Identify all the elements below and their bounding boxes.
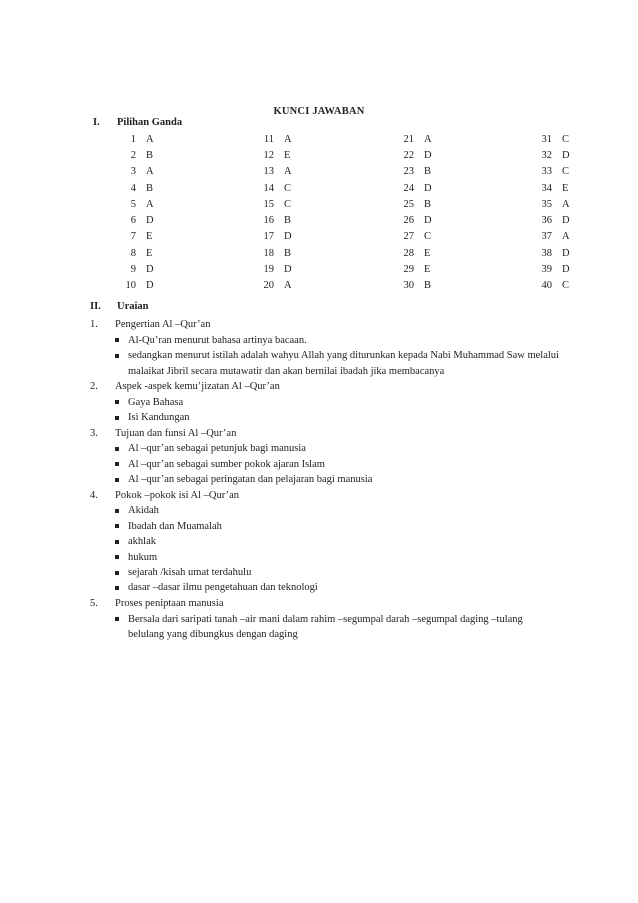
bullet-item <box>115 580 560 595</box>
square-bullet-icon <box>115 586 119 590</box>
essay-item-bullets <box>115 395 560 426</box>
question-number: 37 <box>541 231 552 243</box>
answer-letter: E <box>284 149 291 161</box>
answer-letter: A <box>284 133 292 145</box>
answer-key-table <box>112 131 586 294</box>
answer-letter: B <box>424 280 432 292</box>
bullet-text: Ibadah dan Muamalah <box>128 520 222 532</box>
answer-row <box>112 229 586 245</box>
essay-item <box>90 426 560 488</box>
answer-row <box>112 261 586 277</box>
question-number: 32 <box>541 149 552 161</box>
square-bullet-icon <box>115 400 119 404</box>
answer-letter: D <box>562 149 570 161</box>
answer-letter: C <box>562 166 570 178</box>
question-number: 16 <box>263 215 274 227</box>
essay-item-question: Aspek -aspek kemu’jizatan Al –Qur’an <box>115 381 280 393</box>
answer-letter: E <box>562 182 569 194</box>
answer-letter: A <box>424 133 432 145</box>
answer-row <box>112 245 586 261</box>
bullet-text: Bersala dari saripati tanah –air mani dalam rahim –segumpal darah –segumpal daging –tulang belulang yang dibungkus dengan daging <box>128 613 523 641</box>
bullet-text: hukum <box>128 551 158 563</box>
essay-item-number: 3. <box>90 427 98 439</box>
essay-item-question: Pengertian Al –Qur’an <box>115 319 211 330</box>
bullet-item <box>115 348 560 379</box>
answer-letter: C <box>284 198 292 210</box>
question-number: 10 <box>125 280 136 292</box>
question-number: 20 <box>263 280 274 292</box>
question-number: 15 <box>263 198 274 210</box>
question-number: 18 <box>263 247 274 259</box>
question-number: 1 <box>130 133 136 145</box>
question-number: 4 <box>130 182 136 194</box>
question-number: 25 <box>403 198 414 210</box>
answer-letter: D <box>562 264 570 276</box>
section-2-title: Uraian <box>117 301 149 312</box>
answer-row <box>112 164 586 180</box>
question-number: 6 <box>130 215 136 227</box>
square-bullet-icon <box>115 571 119 575</box>
question-number: 9 <box>130 264 136 276</box>
square-bullet-icon <box>115 555 119 559</box>
question-number: 24 <box>403 182 414 194</box>
essay-item-question: Pokok –pokok isi Al –Qur’an <box>115 489 240 501</box>
bullet-item <box>115 612 560 643</box>
page-title: KUNCI JAWABAN <box>273 106 365 117</box>
section-2-number: II. <box>90 301 101 312</box>
bullet-text: Gaya Bahasa <box>128 396 184 408</box>
answer-letter: D <box>562 247 570 259</box>
bullet-item <box>115 519 560 534</box>
question-number: 17 <box>263 231 274 243</box>
question-number: 11 <box>263 133 274 145</box>
answer-letter: D <box>424 215 432 227</box>
bullet-item <box>115 565 560 580</box>
bullet-item <box>115 534 560 549</box>
question-number: 39 <box>541 264 552 276</box>
question-number: 27 <box>403 231 414 243</box>
bullet-text: sedangkan menurut istilah adalah wahyu Allah yang diturunkan kepada Nabi Muhammad Saw melalui malaikat Jibril secara mutawatir dan akan bernilai ibadah jika membacanya <box>128 350 559 377</box>
bullet-item <box>115 503 560 518</box>
essay-item-question: Proses peniptaan manusia <box>115 597 224 609</box>
answer-letter: A <box>146 133 154 145</box>
answer-letter: D <box>424 149 432 161</box>
question-number: 19 <box>263 264 274 276</box>
question-number: 22 <box>403 149 414 161</box>
answer-row <box>112 131 586 147</box>
bullet-item <box>115 550 560 565</box>
square-bullet-icon <box>115 524 119 528</box>
essay-item <box>90 317 560 379</box>
essay-item-question: Tujuan dan funsi Al –Qur’an <box>115 427 237 439</box>
bullet-text: akhlak <box>128 536 156 548</box>
question-number: 5 <box>130 198 136 210</box>
answer-letter: E <box>146 247 153 259</box>
square-bullet-icon <box>115 617 119 621</box>
question-number: 2 <box>130 149 136 161</box>
question-number: 3 <box>130 166 136 178</box>
essay-answers <box>90 317 560 642</box>
bullet-item <box>115 410 560 425</box>
bullet-text: Al-Qu’ran menurut bahasa artinya bacaan. <box>128 334 307 346</box>
square-bullet-icon <box>115 478 119 482</box>
question-number: 33 <box>541 166 552 178</box>
answer-letter: B <box>424 166 432 178</box>
answer-letter: D <box>424 182 432 194</box>
answer-letter: B <box>146 182 154 194</box>
answer-row <box>112 196 586 212</box>
bullet-item <box>115 472 560 487</box>
question-number: 30 <box>403 280 414 292</box>
question-number: 36 <box>541 215 552 227</box>
essay-item-bullets <box>115 612 560 643</box>
answer-row <box>112 278 586 294</box>
square-bullet-icon <box>115 416 119 420</box>
question-number: 34 <box>541 182 552 194</box>
section-1-title: Pilihan Ganda <box>117 117 183 128</box>
square-bullet-icon <box>115 540 119 544</box>
question-number: 35 <box>541 198 552 210</box>
section-1-number: I. <box>93 117 100 128</box>
answer-letter: C <box>424 231 432 243</box>
essay-item-number: 5. <box>90 597 98 609</box>
question-number: 23 <box>403 166 414 178</box>
answer-letter: B <box>424 198 432 210</box>
question-number: 13 <box>263 166 274 178</box>
question-number: 8 <box>130 247 136 259</box>
bullet-item <box>115 457 560 472</box>
answer-letter: D <box>146 280 154 292</box>
bullet-text: dasar –dasar ilmu pengetahuan dan teknologi <box>128 582 318 594</box>
question-number: 38 <box>541 247 552 259</box>
essay-item-number: 4. <box>90 489 98 501</box>
answer-letter: E <box>424 247 431 259</box>
bullet-text: Al –qur’an sebagai petunjuk bagi manusia <box>128 443 306 455</box>
answer-letter: A <box>562 231 570 243</box>
square-bullet-icon <box>115 509 119 513</box>
answer-letter: D <box>146 215 154 227</box>
square-bullet-icon <box>115 447 119 451</box>
answer-letter: D <box>284 231 292 243</box>
essay-item-bullets <box>115 441 560 487</box>
bullet-item <box>115 395 560 410</box>
answer-letter: C <box>562 280 570 292</box>
answer-letter: B <box>284 247 292 259</box>
question-number: 12 <box>263 149 274 161</box>
question-number: 26 <box>403 215 414 227</box>
answer-letter: A <box>146 198 154 210</box>
answer-letter: E <box>146 231 153 243</box>
answer-letter: E <box>424 264 431 276</box>
bullet-text: sejarah /kisah umat terdahulu <box>128 567 252 579</box>
essay-item <box>90 488 560 596</box>
square-bullet-icon <box>115 354 119 358</box>
bullet-text: Akidah <box>128 505 159 517</box>
essay-item-number: 2. <box>90 381 98 393</box>
essay-item <box>90 379 560 426</box>
essay-item-number: 1. <box>90 319 98 330</box>
bullet-text: Isi Kandungan <box>128 412 190 424</box>
answer-row <box>112 212 586 228</box>
answer-row <box>112 180 586 196</box>
answer-letter: C <box>284 182 292 194</box>
answer-letter: A <box>284 280 292 292</box>
answer-letter: B <box>284 215 292 227</box>
question-number: 31 <box>541 133 552 145</box>
question-number: 40 <box>541 280 552 292</box>
answer-letter: A <box>562 198 570 210</box>
bullet-text: Al –qur’an sebagai sumber pokok ajaran Islam <box>128 458 325 470</box>
question-number: 21 <box>403 133 414 145</box>
answer-letter: C <box>562 133 570 145</box>
square-bullet-icon <box>115 462 119 466</box>
answer-row <box>112 147 586 163</box>
bullet-item <box>115 333 560 348</box>
essay-item-bullets <box>115 333 560 379</box>
answer-letter: B <box>146 149 154 161</box>
question-number: 14 <box>263 182 274 194</box>
essay-item-bullets <box>115 503 560 595</box>
essay-item <box>90 596 560 643</box>
question-number: 28 <box>403 247 414 259</box>
answer-letter: D <box>562 215 570 227</box>
bullet-text: Al –qur’an sebagai peringatan dan pelajaran bagi manusia <box>128 474 373 486</box>
question-number: 29 <box>403 264 414 276</box>
answer-letter: D <box>146 264 154 276</box>
answer-letter: D <box>284 264 292 276</box>
answer-letter: A <box>284 166 292 178</box>
bullet-item <box>115 441 560 456</box>
answer-letter: A <box>146 166 154 178</box>
question-number: 7 <box>130 231 136 243</box>
square-bullet-icon <box>115 338 119 342</box>
